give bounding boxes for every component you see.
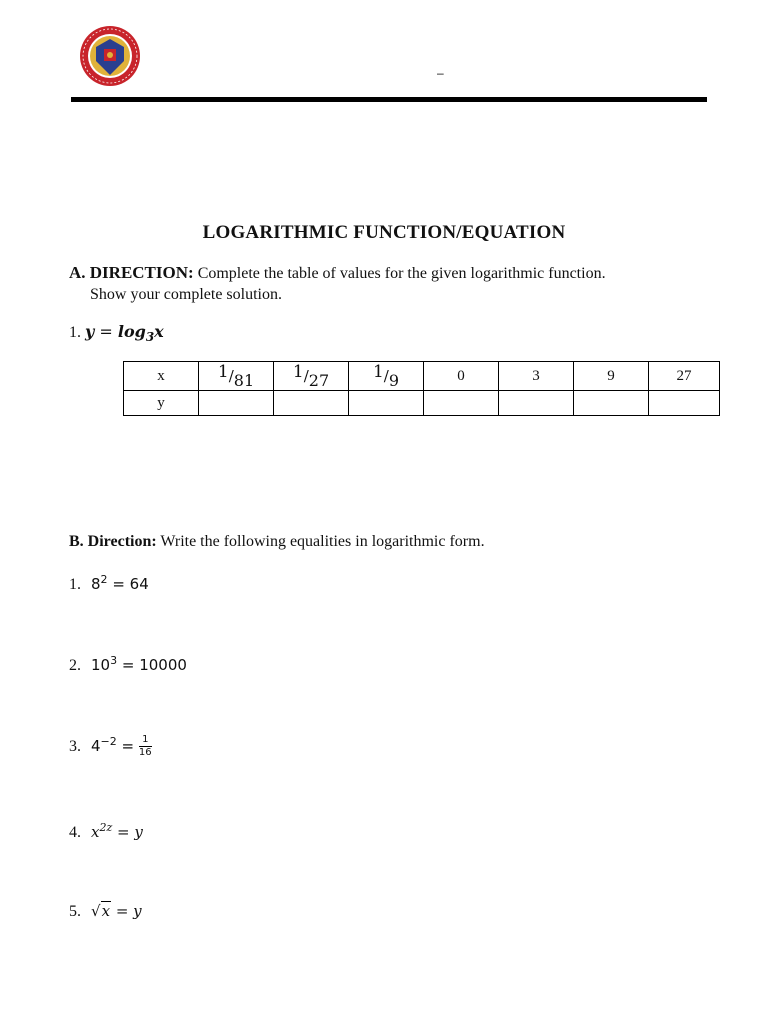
section-b-text: Write the following equalities in logarithmic form. [156, 533, 485, 550]
item-number: 2. [69, 657, 81, 674]
x-value-cell: 0 [424, 362, 499, 391]
x-value-cell: $^1/_{81}$ [199, 362, 274, 391]
fraction: $\frac{1}{16}$ [138, 734, 152, 758]
y-answer-cell[interactable] [574, 391, 649, 416]
item-number: 1. [69, 324, 81, 341]
item-number: 4. [69, 824, 81, 841]
x-row [124, 362, 720, 391]
x-value-cell: 9 [574, 362, 649, 391]
x-label-cell: x [124, 362, 199, 391]
school-seal-logo [79, 25, 141, 87]
section-b-lead: B. Direction: [69, 533, 157, 550]
item-number: 3. [69, 738, 81, 755]
y-answer-cell[interactable] [424, 391, 499, 416]
square-root: √x [91, 902, 111, 920]
x-value-cell: $^1/_{27}$ [274, 362, 349, 391]
equality-item-2 [69, 654, 187, 675]
item-number: 1. [69, 576, 81, 593]
function-base: 3 [145, 330, 155, 345]
equality: $10^3 = 10000$ [91, 654, 187, 674]
equality-item-4 [69, 821, 143, 842]
y-answer-cell[interactable] [274, 391, 349, 416]
header-mark: – [437, 66, 444, 80]
equality-item-1 [69, 573, 149, 594]
y-answer-cell[interactable] [499, 391, 574, 416]
equality: $4^{-2}$ = $\frac{1}{16}$ [91, 734, 152, 758]
section-a-lead: A. DIRECTION: [69, 263, 194, 282]
equality: $x^{2z} = y$ [91, 821, 143, 841]
x-value-cell: $^1/_9$ [349, 362, 424, 391]
section-b-direction [69, 533, 485, 551]
equality: $8^2 = 64$ [91, 573, 149, 593]
page-title: LOGARITHMIC FUNCTION/EQUATION [202, 222, 566, 243]
section-a-text-2: Show your complete solution. [90, 286, 282, 303]
section-a-text-1: Complete the table of values for the given logarithmic function. [193, 265, 606, 282]
y-answer-cell[interactable] [349, 391, 424, 416]
section-a-direction [69, 262, 729, 305]
table-of-values [123, 361, 720, 416]
function-log: log [117, 322, 146, 341]
x-value-cell: 27 [649, 362, 720, 391]
item-number: 5. [69, 903, 81, 920]
equality-item-5 [69, 902, 142, 921]
equality: √x = y [91, 902, 142, 920]
section-a-item-1 [69, 322, 164, 344]
y-label-cell: y [124, 391, 199, 416]
equality-item-3 [69, 734, 152, 759]
function-arg: x [154, 322, 164, 341]
y-row [124, 391, 720, 416]
header-rule [71, 97, 707, 102]
y-answer-cell[interactable] [199, 391, 274, 416]
function-equals: = [94, 322, 118, 341]
function-lhs: y [85, 322, 95, 341]
x-value-cell: 3 [499, 362, 574, 391]
y-answer-cell[interactable] [649, 391, 720, 416]
